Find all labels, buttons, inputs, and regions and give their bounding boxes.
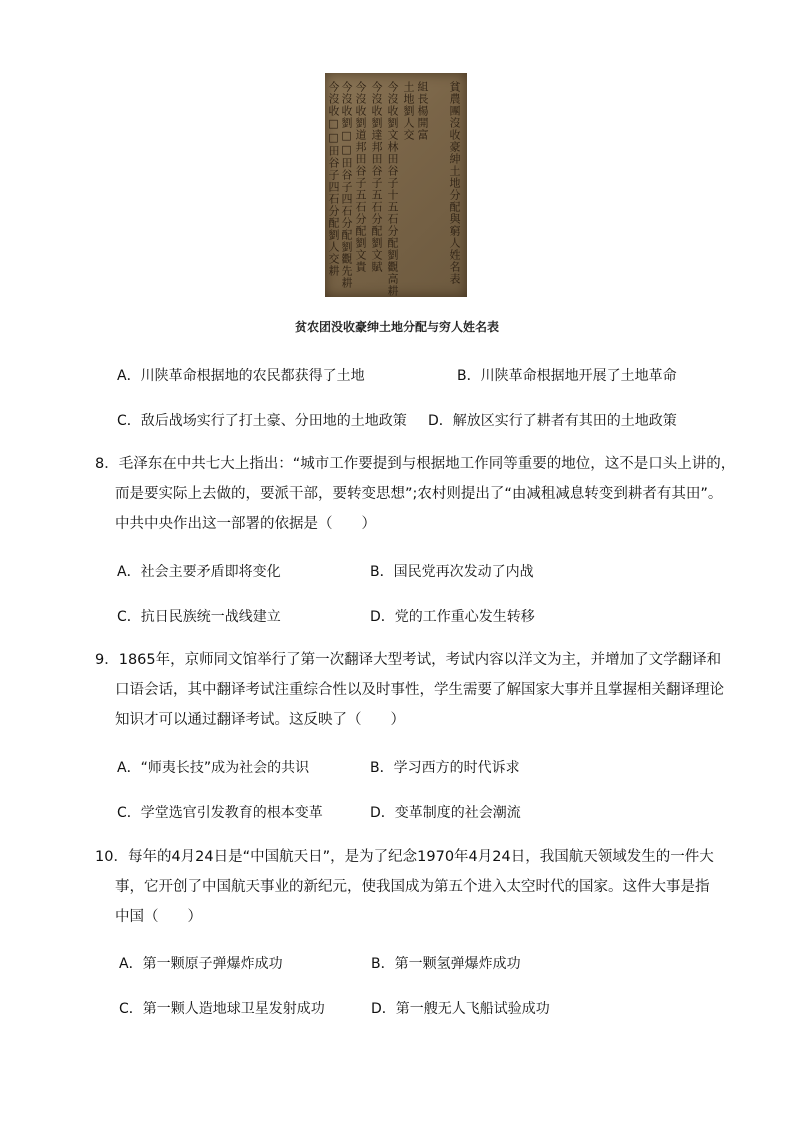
document-column: 組長楊開富 [416,81,429,141]
question-text-line: 中国（ ） [115,909,202,925]
document-column: 今沒收劉達邦田谷子五石分配劉文賦 [370,81,383,273]
q7-option-a[interactable]: A．川陕革命根据地的农民都获得了土地 [117,368,365,384]
q10-option-b[interactable]: B．第一颗氢弹爆炸成功 [371,956,521,972]
q8-option-a[interactable]: A．社会主要矛盾即将变化 [117,564,281,580]
q8-option-c[interactable]: C．抗日民族统一战线建立 [117,609,281,625]
question-text-line: 口语会话，其中翻译考试注重综合性以及时事性，学生需要了解国家大事并且掌握相关翻译理论 [115,682,724,698]
question-text-line: 事，它开创了中国航天事业的新纪元，使我国成为第五个进入太空时代的国家。这件大事是指 [115,879,710,895]
q7-option-c[interactable]: C．敌后战场实行了打土豪、分田地的土地政策 [117,413,407,429]
q10-option-c[interactable]: C．第一颗人造地球卫星发射成功 [119,1001,325,1017]
q10-option-a[interactable]: A．第一颗原子弹爆炸成功 [119,956,283,972]
q8-option-d[interactable]: D．党的工作重心发生转移 [370,609,535,625]
document-column: 今沒收劉文林田谷子十五石分配劉觀高耕 [386,81,399,297]
question-text-line: 知识才可以通过翻译考试。这反映了（ ） [115,712,405,728]
figure-caption: 贫农团没收豪绅土地分配与穷人姓名表 [294,320,499,334]
document-column: 今沒收劉□□田谷子四石分配劉觀先耕 [340,81,353,289]
document-column: 今沒收劉道邦田谷子五石分配劉文貴 [354,81,367,273]
question-text-line: 8．毛泽东在中共七大上指出：“城市工作要提到与根据地工作同等重要的地位，这不是口头上讲的， [95,456,736,472]
q9-option-d[interactable]: D．变革制度的社会潮流 [370,805,521,821]
question-text-line: 中共中央作出这一部署的依据是（ ） [115,516,376,532]
question-text-line: 9．1865年，京师同文馆举行了第一次翻译大型考试，考试内容以洋文为主，并增加了文学翻译和 [95,652,722,668]
document-column: 貧農團沒收豪紳土地分配與窮人姓名表 [448,81,461,285]
document-column: 土地劉人交 [402,81,415,141]
q7-option-d[interactable]: D．解放区实行了耕者有其田的土地政策 [428,413,677,429]
q9-option-c[interactable]: C．学堂选官引发教育的根本变革 [117,805,323,821]
q9-option-b[interactable]: B．学习西方的时代诉求 [370,760,520,776]
question-text-line: 10．每年的4月24日是“中国航天日”，是为了纪念1970年4月24日，我国航天领域发生的一件大 [95,849,714,865]
question-text-line: 而是要实际上去做的，要派干部，要转变思想”;农村则提出了“由减租减息转变到耕者有其田”。 [115,486,723,502]
q8-option-b[interactable]: B．国民党再次发动了内战 [370,564,534,580]
q7-option-b[interactable]: B．川陕革命根据地开展了土地革命 [457,368,677,384]
question-8 [95,449,736,539]
question-10 [95,842,714,932]
historical-document-image [325,73,467,297]
question-9 [95,645,724,735]
q10-option-d[interactable]: D．第一艘无人飞船试验成功 [371,1001,550,1017]
document-column: 今沒收□□田谷子四石分配劉人交耕 [327,81,340,277]
q9-option-a[interactable]: A．“师夷长技”成为社会的共识 [117,760,310,776]
